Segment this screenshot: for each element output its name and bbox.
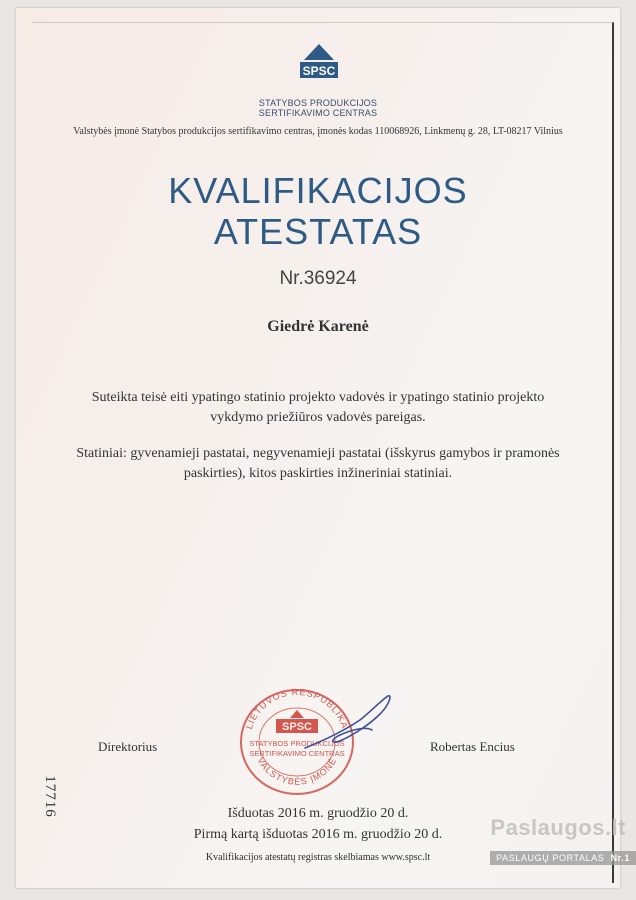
title-line-1: KVALIFIKACIJOS [168,170,468,211]
watermark-subtitle-text: PASLAUGŲ PORTALAS [496,853,605,863]
logo-line-2: SERTIFIKAVIMO CENTRAS [258,108,378,118]
stamp-center: SPSC [282,721,312,733]
signature-role: Direktorius [98,739,158,754]
stamp-outer-top: LIETUVOS RESPUBLIKA [243,686,351,731]
issuer-line: Valstybės įmonė Statybos produkcijos sertifikavimo centras, įmonės kodas 110068926, Linkmenų g. 28, LT-08217 Vilnius [73,126,563,137]
side-number: 17716 [41,775,58,818]
logo-abbr: SPSC [302,64,336,78]
paragraph-2-line-1: Statiniai: gyvenamieji pastatai, negyvenamieji pastatai (išskyrus gamybos ir pramonės [76,446,560,461]
paragraph-1-line-2: vykdymo priežiūros vadovės pareigas. [210,410,426,425]
stamp-line-1: STATYBOS PRODUKCIJOS [249,739,345,748]
watermark-subtitle [490,851,636,865]
signature-name: Robertas Encius [430,739,515,754]
logo-line-1: STATYBOS PRODUKCIJOS [258,98,378,108]
first-issued-date: Pirmą kartą išduotas 2016 m. gruodžio 20 d. [193,827,443,842]
paragraph-2-line-2: paskirties), kitos paskirties inžineriniai statiniai. [183,466,453,481]
spsc-logo-icon [296,44,342,96]
issued-date: Išduotas 2016 m. gruodžio 20 d. [227,806,409,821]
holder-name: Giedrė Karenė [267,318,369,335]
watermark-badge: Nr.1 [610,853,630,863]
watermark [462,815,636,875]
stamp-line-2: SERTIFIKAVIMO CENTRAS [249,749,345,758]
stamp-outer-bottom: VALSTYBĖS ĮMONĖ [255,755,339,787]
watermark-title: Paslaugos.lt [490,815,626,840]
signature-icon [300,690,400,760]
certificate-number: Nr.36924 [279,268,357,289]
paragraph-1-line-1: Suteikta teisė eiti ypatingo statinio projekto vadovės ir ypatingo statinio projekto [91,390,545,405]
registry-note: Kvalifikacijos atestatų registras skelbiamas www.spsc.lt [205,852,431,863]
title-line-2: ATESTATAS [213,211,423,252]
